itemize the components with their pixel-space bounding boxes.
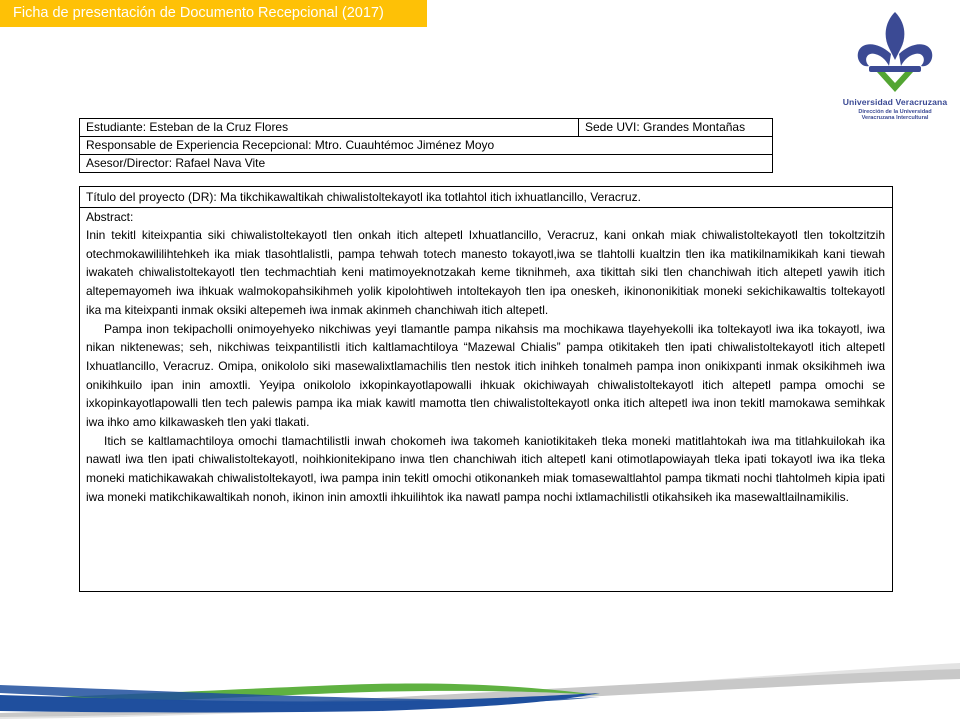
footer-wave-decoration [0,655,960,720]
site-cell: Sede UVI: Grandes Montañas [579,119,773,137]
department-line-2: Veracruzana Intercultural [861,115,929,122]
project-box [79,186,893,592]
header-title: Ficha de presentación de Documento Recepcional (2017) [13,5,384,21]
responsible-row [80,137,773,155]
student-row [80,119,773,137]
university-logo [836,10,954,130]
page-header [0,0,427,27]
responsible-cell: Responsable de Experiencia Recepcional: Mtro. Cuauhtémoc Jiménez Moyo [80,137,773,155]
advisor-row [80,155,773,173]
student-info-table [79,118,773,173]
abstract-section [80,208,892,507]
fleur-de-lis-logo-icon [855,10,935,94]
advisor-cell: Asesor/Director: Rafael Nava Vite [80,155,773,173]
department-line-1: Dirección de la Universidad [858,109,932,115]
abstract-label: Abstract: [86,210,134,224]
university-name: Universidad Veracruzana [842,97,948,107]
university-department [836,109,954,122]
abstract-paragraph-2: Pampa inon tekipacholli onimoyehyeko nikchiwas yeyi tlamantle pampa nikahsis ma mochikawa tlayehyekolli ika toltekayotl iwa ika tokayotl, iwa nikan niktenewas; seh, nikchiwas teixpantilistli itich kaltlamachtiloya “Mazewal Chialis” pampa otikitakeh tlen ipati chiwalistoltekayotl itich altepetl Ixhuatlancillo, Veracruz. Omipa, onikololo siki masewalixtlamachilis tlen nestok itich inihkeh tonalmeh pampa inon onikixpanti inmak oksikihmeh iwa onikihkuilo ipan inin amoxtli. Yeyipa onikololo ixkopinkayotlapowalli ihkuak okichiwayah chiwalistoltekayotl itich altepetl pampa omochi se ixkopinkayotlapowalli tlen tech palewis pampa ika miak kawitl mamotta tlen chiwalistoltekayotl onka itich altepetl iwa inon tekitl mamokawa semihkak iwa ihko amo kilkawaskeh tlen yaki tlakati. [86,321,885,430]
abstract-paragraph-1: Inin tekitl kiteixpantia siki chiwalistoltekayotl tlen onkah itich altepetl Ixhuatlancillo, Veracruz, kani onkah miak chiwalistoltekayotl tlen tokoltzitzih otechmokawililihtehkeh ika miak tlasohtlalistli, pampa tehwah totech manesto tokayotl,iwa se tlahtolli kualtzin tlen ika matikilnamikikah kani tiewah iwakateh chiwalistoltekayotl tlen techmachtiah keni matimoyeknotzakah keme tiknihmeh, axa tikittah siki tlen chanchiwah itich altepetl yawih itich altepemayomeh iwa ihkuak walmokopahsikihmeh yolik kipolohtiweh intoltekayoh tlen ipa oneskeh, ikinononikitiak moneki sekichikawaltis toltekayotl ika ma kiteixpanti inmak oksiki altepemeh iwa inmak akinmeh chanchiwah itich altepetl. [86,228,885,317]
project-title: Título del proyecto (DR): Ma tikchikawaltikah chiwalistoltekayotl ika totlahtol itich ixhuatlancillo, Veracruz. [80,187,892,208]
student-cell: Estudiante: Esteban de la Cruz Flores [80,119,579,137]
abstract-paragraph-3: Itich se kaltlamachtiloya omochi tlamachtilistli inwah chokomeh iwa takomeh kaniotikitakeh tleka moneki matitlahtokah iwa ma titlahkuilokah ika nawatl iwa tlen ipati chiwalistoltekayotl, noihkionitekipano inwa tlen chanchiwah itich altepetl kani otimotlapowiayah tleka ipati tokayotl iwa ika tleka moneki matichikawakah chiwalistoltekayotl, iwa pampa inin tekitl omochi otikonankeh miak tomasewaltlahtol pampa tikmati nochi tlahtolmeh kipia ipati iwa moneki matikchikawaltikah nonoh, ikinon inin amoxtli ihkuilihtok ika nawatl pampa nochi ixtlamachilistli otikahsikeh ika masewaltlailnamikilis. [86,433,885,504]
